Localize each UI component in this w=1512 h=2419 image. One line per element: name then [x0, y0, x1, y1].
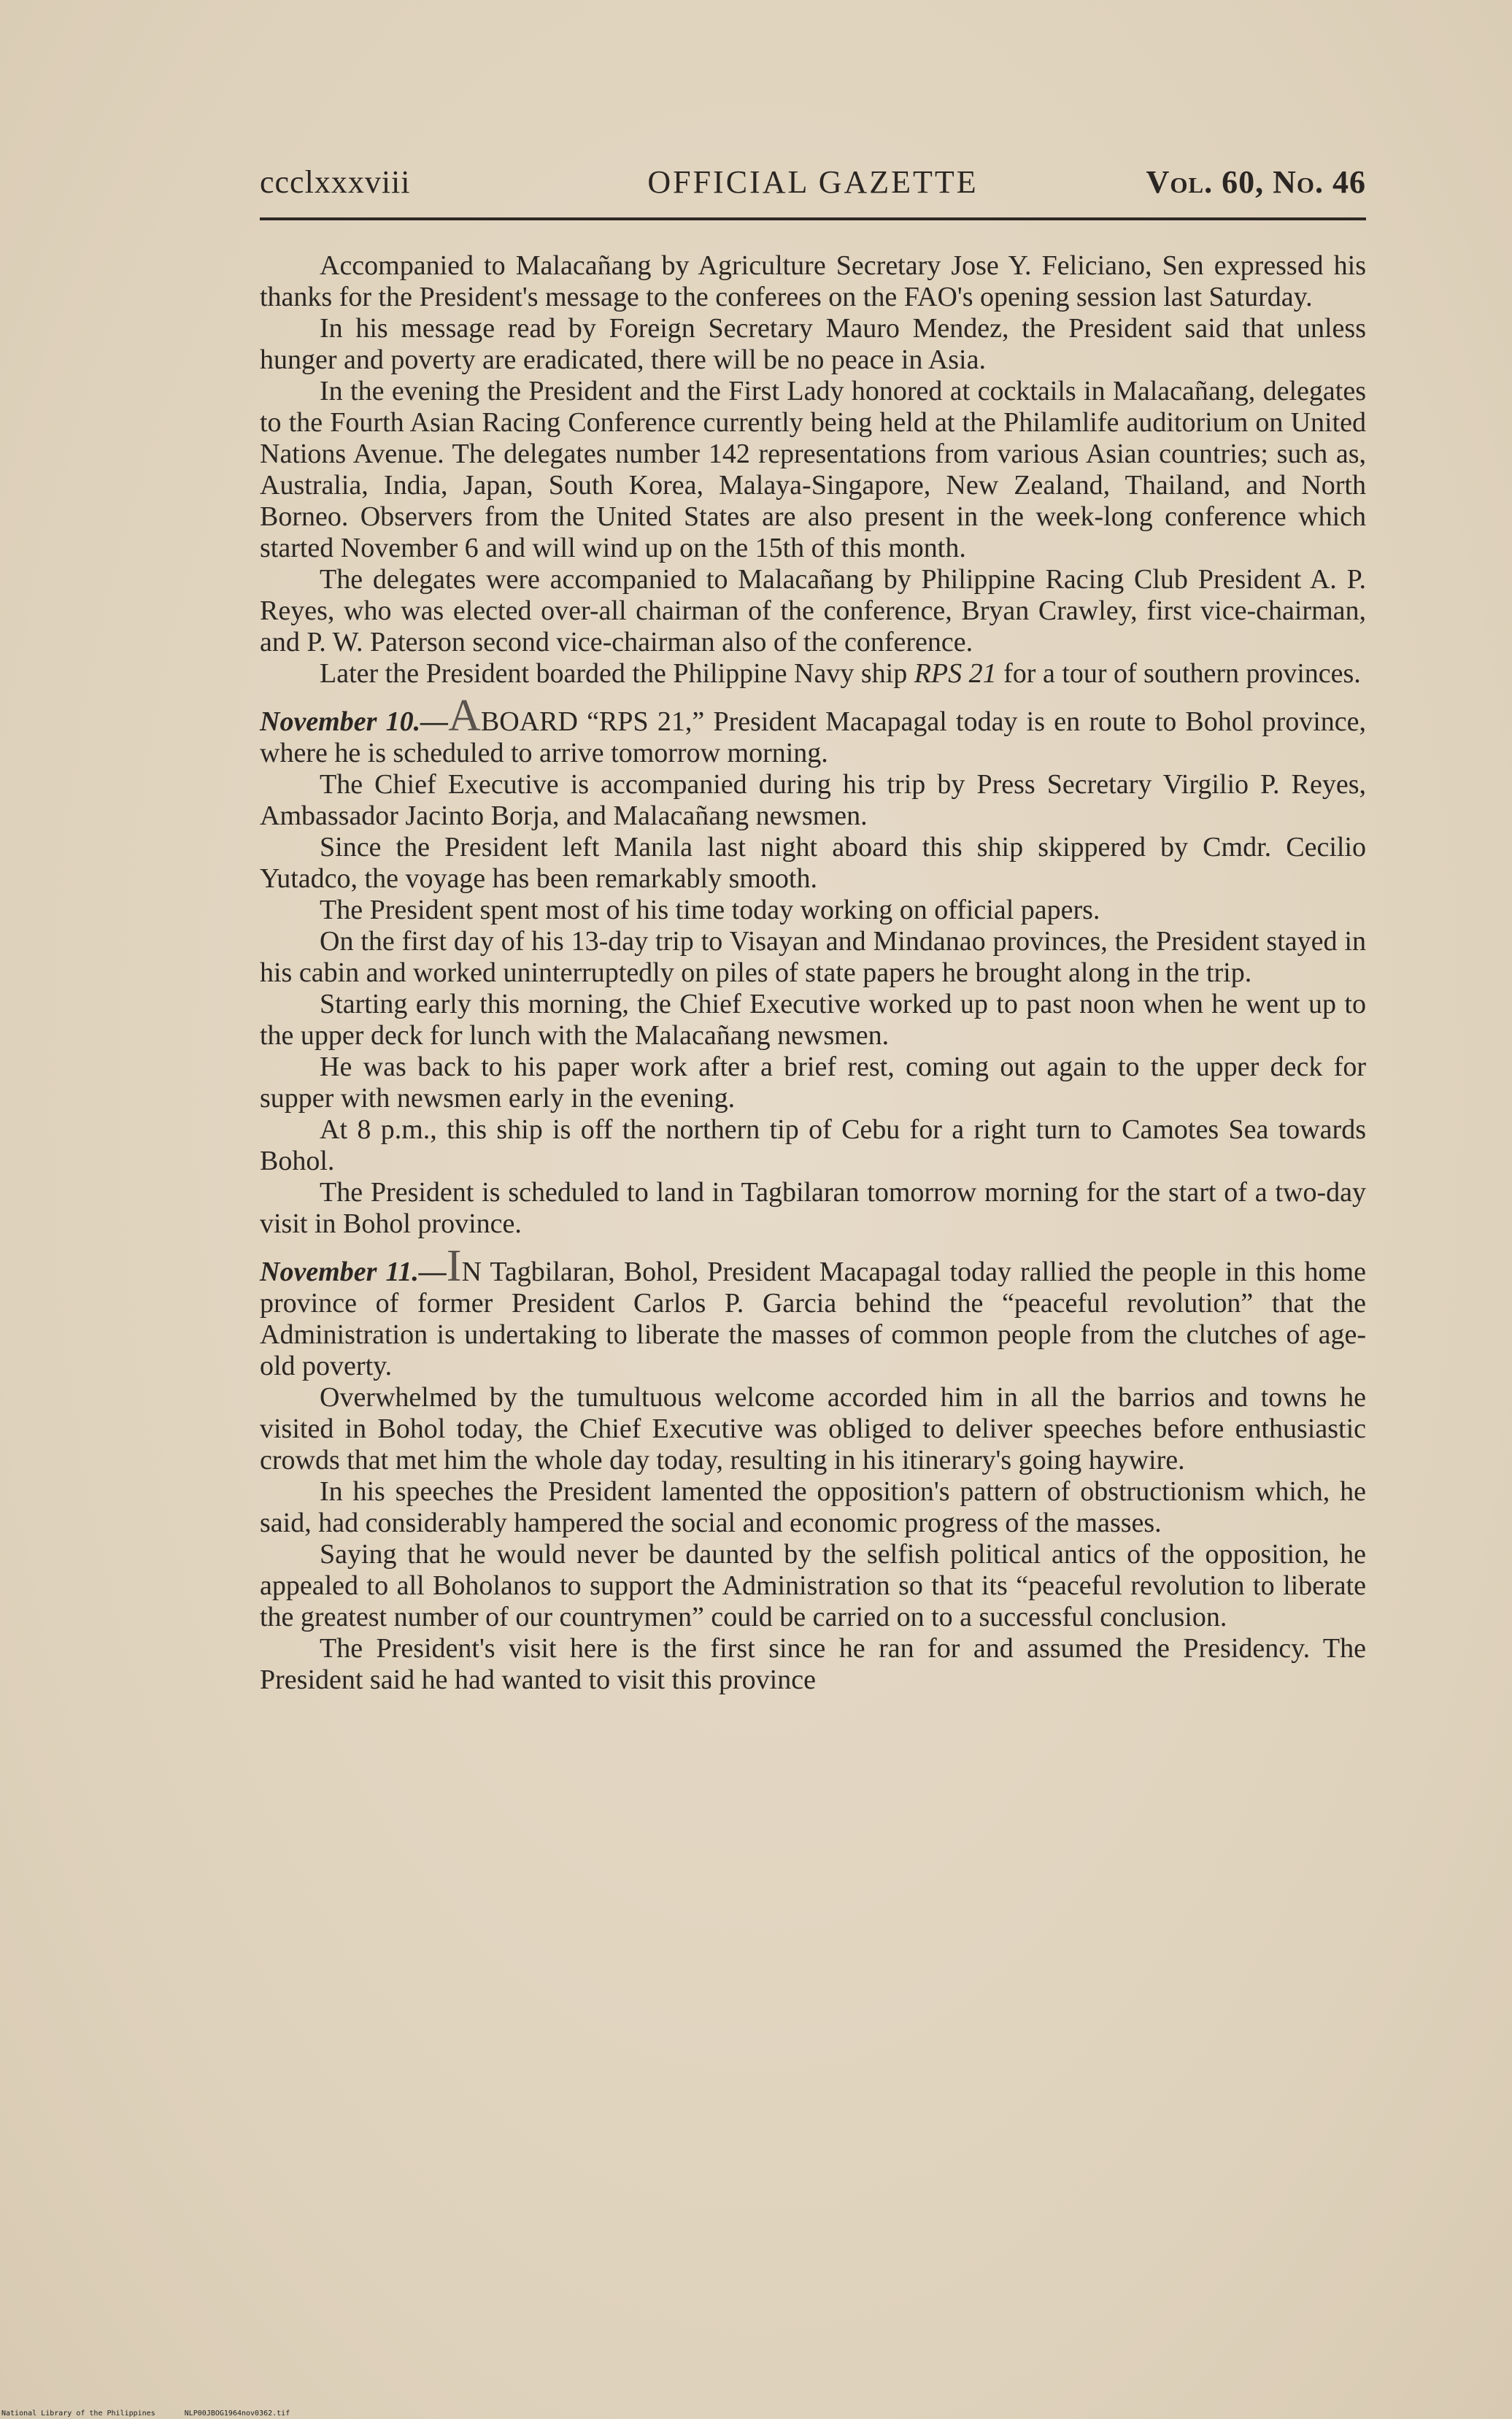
paragraph: Since the President left Manila last night aboard this ship skippered by Cmdr. Cecilio Yutadco, the voyage has been remarkably smooth.: [260, 832, 1366, 894]
paragraph: In the evening the President and the First Lady honored at cocktails in Malacañang, delegates to the Fourth Asian Racing Conference currently being held at the Philamlife auditorium on United Nations Avenue. The delegates number 142 representations from various Asian countries; such as, Australia, India, Japan, South Korea, Malaya-Singapore, New Zealand, Thailand, and North Borneo. Observers from the United States are also present in the week-long conference which started November 6 and will wind up on the 15th of this month.: [260, 376, 1366, 563]
paragraph-rps: Later the President boarded the Philippine Navy ship RPS 21 for a tour of southern provinces.: [320, 658, 1361, 689]
drop-cap: I: [446, 1241, 462, 1291]
paragraph: Saying that he would never be daunted by the selfish political antics of the opposition, he appealed to all Boholanos to support the Administration so that its “peaceful revolution to liberate the greatest number of our countrymen” could be carried on to a successful conclusion.: [260, 1539, 1366, 1632]
entry-date: November 10.—: [260, 706, 449, 737]
article-body: [260, 250, 1366, 1696]
entry-november-10: November 10.—ABOARD “RPS 21,” President Macapagal today is en route to Bohol province, where he is scheduled to arrive tomorrow morning.: [260, 691, 1366, 768]
entry-date: November 11.—: [260, 1257, 447, 1287]
page-header: [260, 163, 1366, 204]
paragraph: The President's visit here is the first since he ran for and assumed the Presidency. The President said he had wanted to visit this province: [260, 1633, 1366, 1695]
paragraph: In his message read by Foreign Secretary Mauro Mendez, the President said that unless hunger and poverty are eradicated, there will be no peace in Asia.: [260, 313, 1366, 375]
header-rule: [260, 217, 1366, 220]
publication-title: OFFICIAL GAZETTE: [647, 164, 979, 200]
paragraph: Starting early this morning, the Chief Executive worked up to past noon when he went up to the upper deck for lunch with the Malacañang newsmen.: [260, 989, 1366, 1051]
paragraph: The President spent most of his time today working on official papers.: [320, 895, 1100, 925]
page-number: ccclxxxviii: [260, 164, 411, 200]
library-credit: National Library of the Philippines: [1, 2410, 155, 2418]
paragraph: At 8 p.m., this ship is off the northern tip of Cebu for a right turn to Camotes Sea towards Bohol.: [260, 1114, 1366, 1176]
paragraph: Accompanied to Malacañang by Agriculture Secretary Jose Y. Feliciano, Sen expressed his thanks for the President's message to the conferees on the FAO's opening session last Saturday.: [260, 250, 1366, 312]
drop-cap: A: [448, 691, 481, 741]
paragraph: The Chief Executive is accompanied during his trip by Press Secretary Virgilio P. Reyes, Ambassador Jacinto Borja, and Malacañang newsmen.: [260, 769, 1366, 831]
paragraph: The President is scheduled to land in Tagbilaran tomorrow morning for the start of a two-day visit in Bohol province.: [260, 1177, 1366, 1239]
entry-november-11: November 11.—IN Tagbilaran, Bohol, President Macapagal today rallied the people in this home province of former President Carlos P. Garcia behind the “peaceful revolution” that the Administration is undertaking to liberate the masses of common people from the clutches of age-old poverty.: [260, 1241, 1366, 1381]
volume-issue: Vol. 60, No. 46: [1146, 164, 1366, 200]
paragraph: The delegates were accompanied to Malacañang by Philippine Racing Club President A. P. Reyes, who was elected over-all chairman of the conference, Bryan Crawley, first vice-chairman, and P. W. Paterson second vice-chairman also of the conference.: [260, 564, 1366, 657]
file-name: NLP00JBOG1964nov0362.tif: [184, 2410, 290, 2418]
ship-name: RPS 21: [914, 658, 997, 689]
paragraph: Overwhelmed by the tumultuous welcome accorded him in all the barrios and towns he visited in Bohol today, the Chief Executive was obliged to deliver speeches before enthusiastic crowds that met him the whole day today, resulting in his itinerary's going haywire.: [260, 1382, 1366, 1475]
paragraph: On the first day of his 13-day trip to Visayan and Mindanao provinces, the President stayed in his cabin and worked uninterruptedly on piles of state papers he brought along in the trip.: [260, 926, 1366, 988]
paragraph: In his speeches the President lamented the opposition's pattern of obstructionism which, he said, had considerably hampered the social and economic progress of the masses.: [260, 1476, 1366, 1538]
scan-footer: [1, 2410, 319, 2418]
paragraph: He was back to his paper work after a brief rest, coming out again to the upper deck for supper with newsmen early in the evening.: [260, 1052, 1366, 1114]
